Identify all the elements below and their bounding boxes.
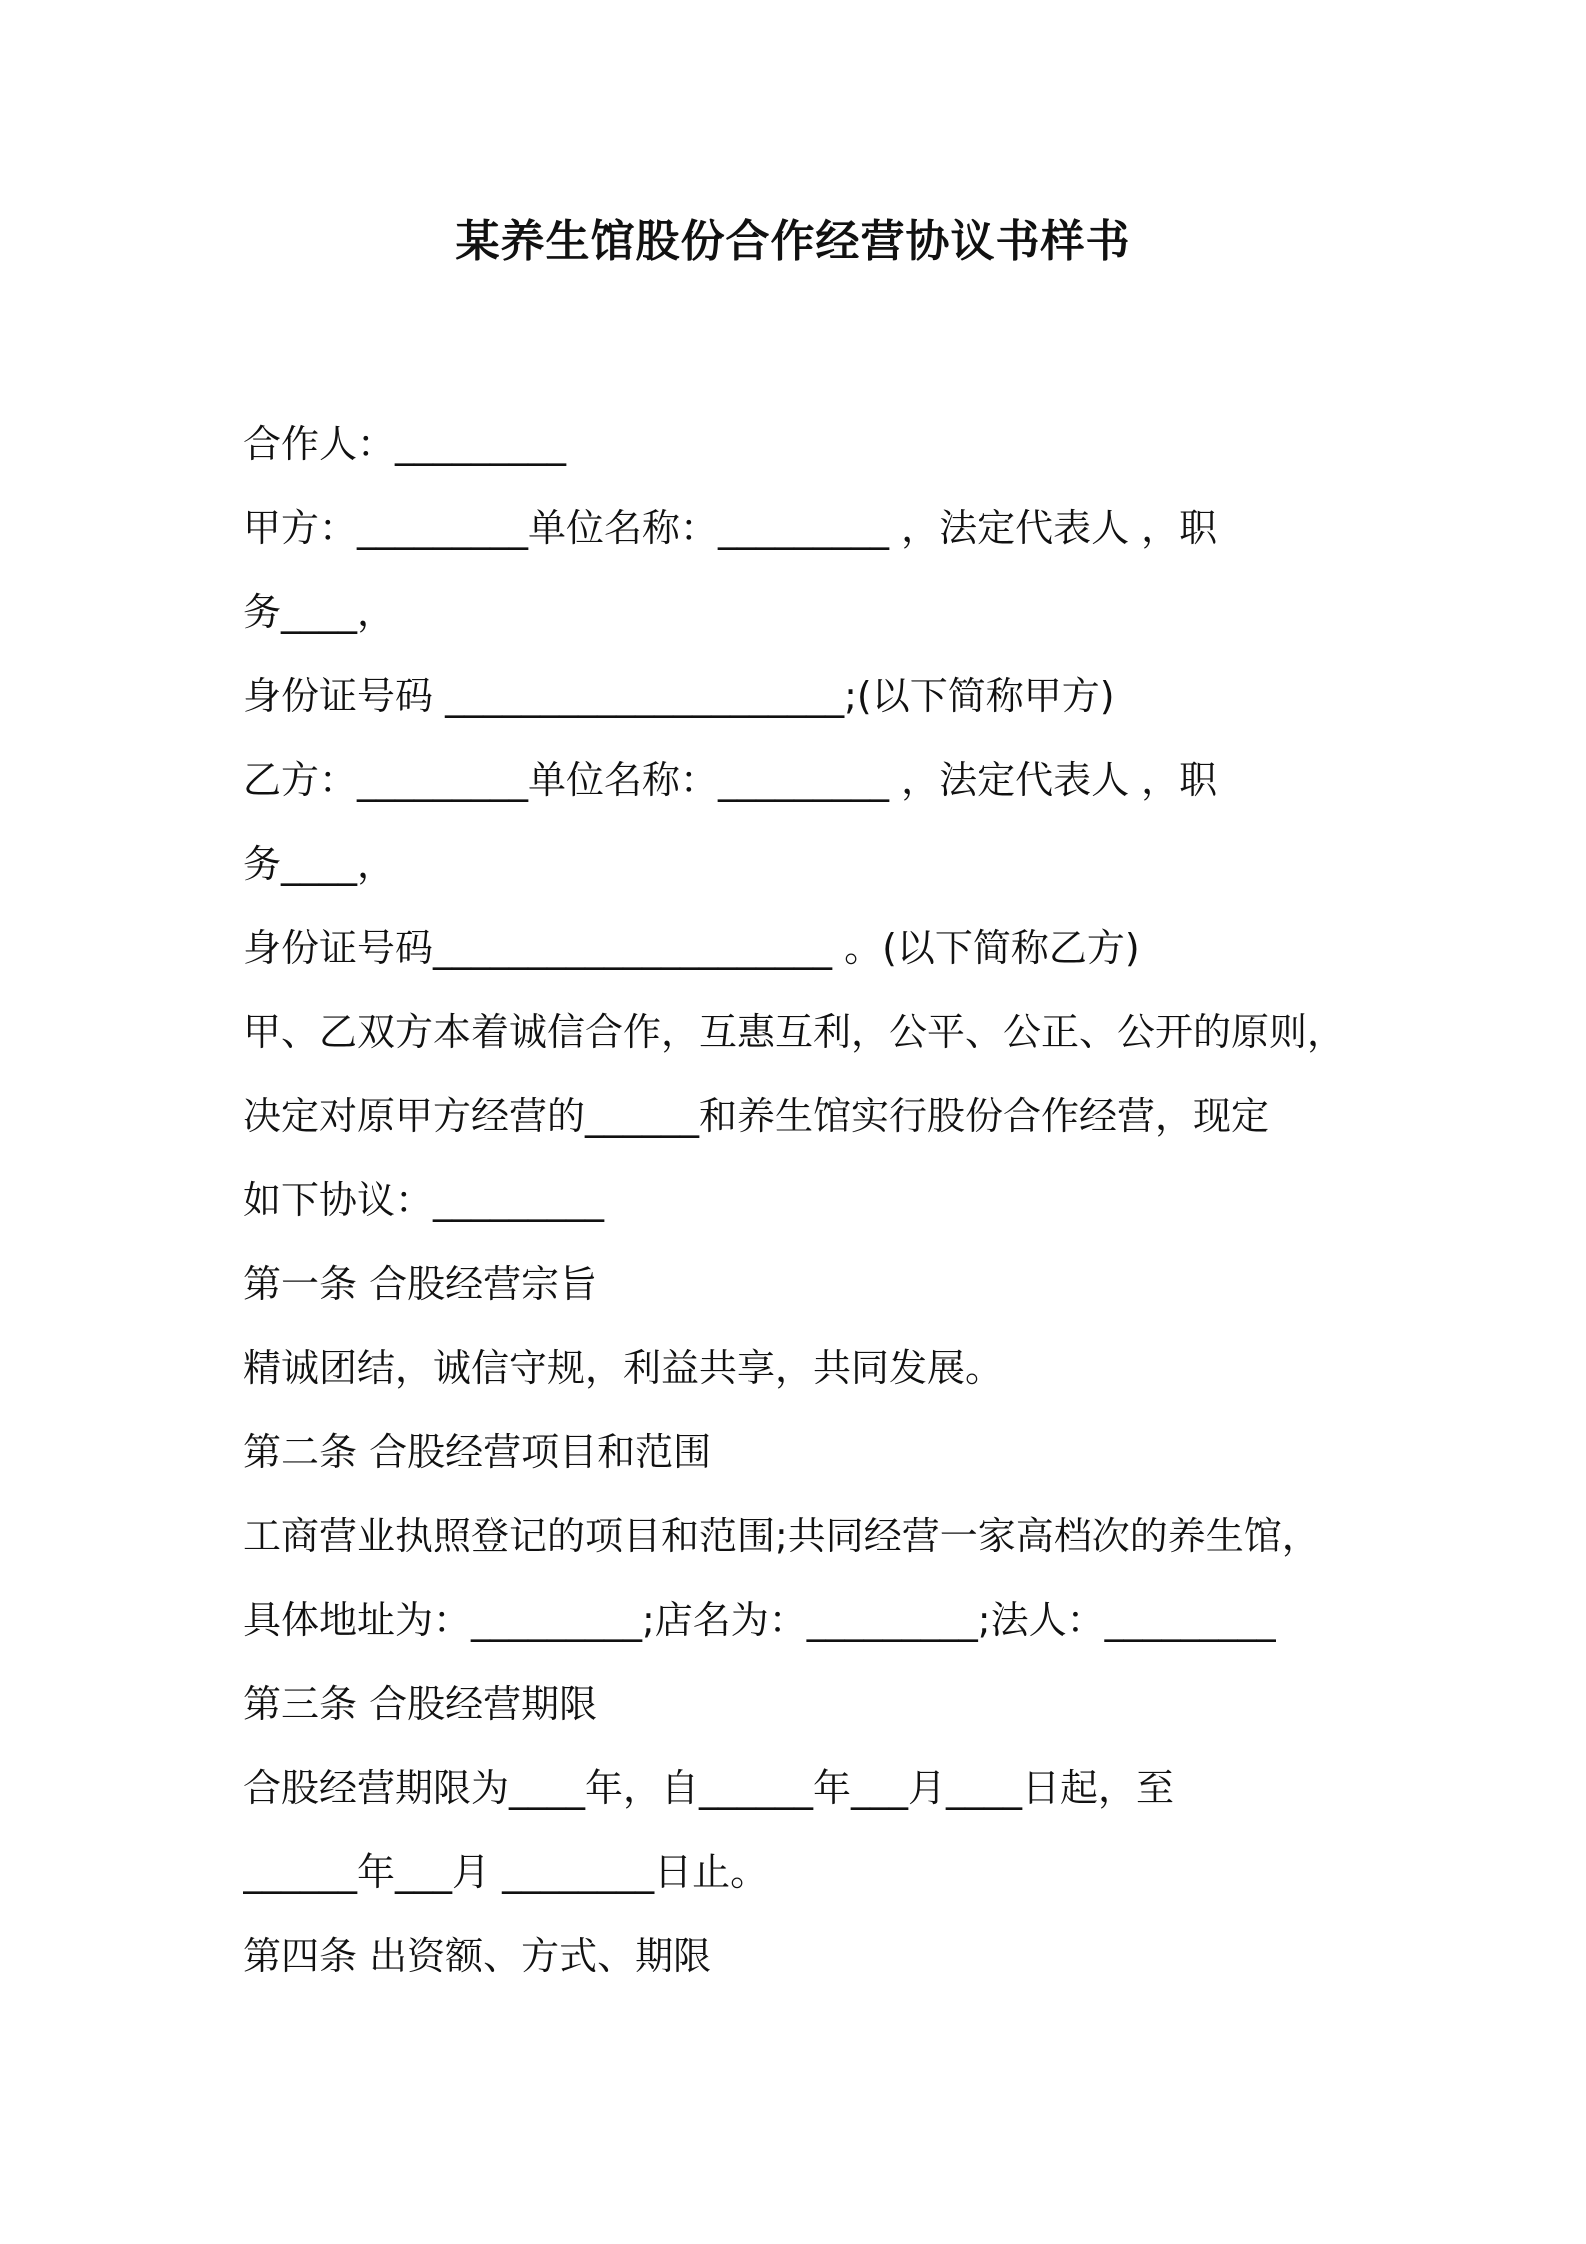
line-party-b: 乙方：_________单位名称：_________ ，法定代表人 ，职	[243, 758, 1218, 802]
document-body	[243, 402, 1363, 1998]
article-2-text-1: 工商营业执照登记的项目和范围;共同经营一家高档次的养生馆，	[243, 1514, 1320, 1558]
article-4-heading: 第四条 出资额、方式、期限	[243, 1934, 712, 1978]
line-preamble-1: 甲、乙双方本着诚信合作，互惠互利，公平、公正、公开的原则，	[243, 1010, 1346, 1054]
line-party-b-id: 身份证号码_____________________ 。(以下简称乙方)	[243, 926, 1140, 970]
article-2-text-2: 具体地址为：_________;店名为：_________;法人：_________	[243, 1598, 1276, 1642]
article-1-heading: 第一条 合股经营宗旨	[243, 1262, 598, 1306]
line-preamble-2: 决定对原甲方经营的______和养生馆实行股份合作经营，现定	[243, 1094, 1270, 1138]
article-2-heading: 第二条 合股经营项目和范围	[243, 1430, 712, 1474]
article-3-text-1: 合股经营期限为____年，自______年___月____日起，至	[243, 1766, 1175, 1810]
line-party-a-id: 身份证号码 _____________________;(以下简称甲方)	[243, 674, 1115, 718]
article-3-text-2: ______年___月 ________日止。	[243, 1850, 769, 1894]
line-preamble-3: 如下协议：_________	[243, 1178, 605, 1222]
line-party-a-title: 务____，	[243, 590, 396, 634]
line-party-b-title: 务____，	[243, 842, 396, 886]
article-3-heading: 第三条 合股经营期限	[243, 1682, 598, 1726]
article-1-text: 精诚团结，诚信守规，利益共享，共同发展。	[243, 1346, 1004, 1390]
line-partner: 合作人：_________	[243, 422, 567, 466]
line-party-a: 甲方：_________单位名称：_________ ，法定代表人 ，职	[243, 506, 1218, 550]
document-title: 某养生馆股份合作经营协议书样书	[455, 216, 1131, 267]
